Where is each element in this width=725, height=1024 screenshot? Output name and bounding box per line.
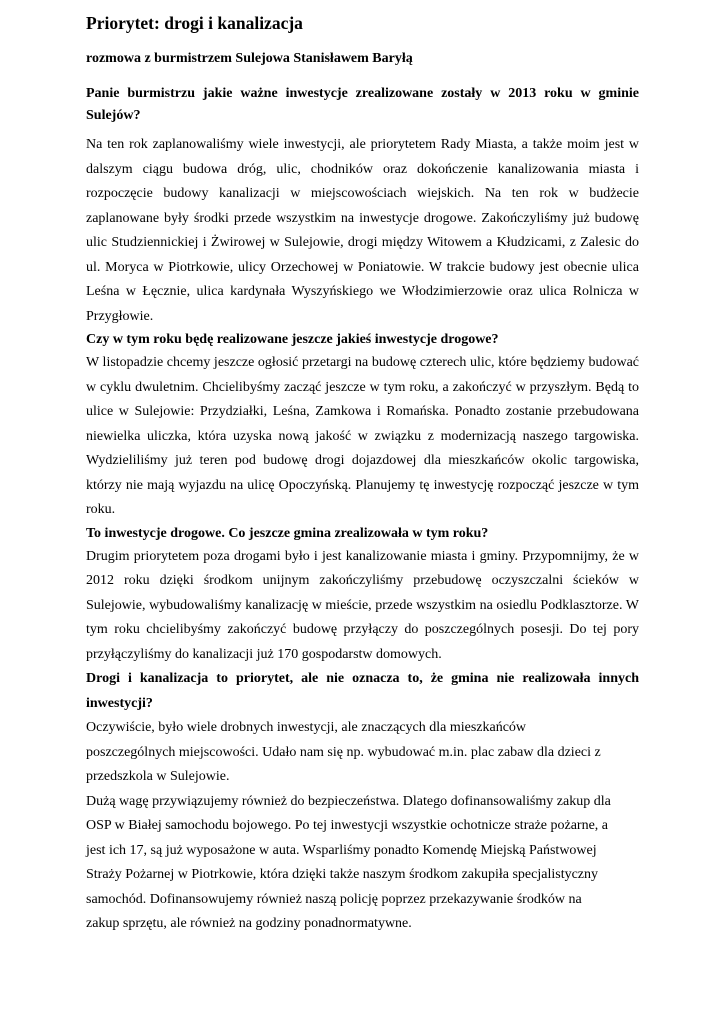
answer-5-line: Dużą wagę przywiązujemy również do bezpieczeństwa. Dlatego dofinansowaliśmy zakup dla — [86, 793, 611, 809]
answer-4-line: Oczywiście, było wiele drobnych inwestycji, ale znaczących dla mieszkańców — [86, 720, 527, 735]
answer-5 — [86, 790, 639, 937]
question-2: Czy w tym roku będę realizowane jeszcze jakieś inwestycje drogowe? — [86, 332, 499, 347]
answer-5-line: samochód. Dofinansowujemy również naszą policję poprzez przekazywanie środków na — [86, 891, 582, 907]
answer-2: W listopadzie chcemy jeszcze ogłosić przetargi na budowę czterech ulic, które będziemy budować w cyklu dwuletnim. Chcielibyśmy zacząć jeszcze w tym roku, a zakończyć w przyszłym. Będą to ulice w Sulejowie: Przydziałki, Leśna, Zamkowa i Romańska. Ponadto zostanie przebudowana niewielka uliczka, która uzyska nową jakość w związku z modernizacją naszego targowiska. Wydzieliliśmy już teren pod budowę drogi dojazdowej dla mieszkańców okolic targowiska, którzy nie mają wyjazdu na ulicę Opoczyńską. Planujemy tę inwestycję rozpocząć jeszcze w tym roku. — [86, 355, 639, 517]
question-3: To inwestycje drogowe. Co jeszcze gmina zrealizowała w tym roku? — [86, 525, 489, 541]
answer-5-line: jest ich 17, są już wyposażone w auta. Wsparliśmy ponadto Komendę Miejską Państwowej — [86, 842, 597, 858]
answer-4 — [86, 716, 639, 790]
answer-1: Na ten rok zaplanowaliśmy wiele inwestycji, ale priorytetem Rady Miasta, a także moim jest w dalszym ciągu budowa dróg, ulic, chodników oraz dokończenie kanalizowania miasta i rozpoczęcie budowy kanalizacji w miejscowościach wiejskich. Na ten rok w budżecie zaplanowane były środki przede wszystkim na inwestycje drogowe. Zakończyliśmy już budowę ulic Studziennickiej i Żwirowej w Sulejowie, drogi między Witowem a Kłudzicami, z Zalesic do ul. Moryca w Piotrkowie, ulicy Orzechowej w Poniatowie. W trakcie budowy jest obecnie ulica Leśna w Łęcznie, ulica kardynała Wyszyńskiego we Włodzimierzowie oraz ulica Rolnicza w Przygłowie. — [86, 137, 639, 324]
answer-4-line: przedszkola w Sulejowie. — [86, 769, 230, 784]
question-4: Drogi i kanalizacja to priorytet, ale nie oznacza to, że gmina nie realizowała innych inwestycji? — [86, 671, 639, 711]
page-subtitle: rozmowa z burmistrzem Sulejowa Stanisławem Baryłą — [86, 51, 413, 66]
answer-3: Drugim priorytetem poza drogami było i jest kanalizowanie miasta i gminy. Przypomnijmy, że w 2012 roku dzięki środkom unijnym zakończyliśmy przebudowę oczyszczalni ścieków w Sulejowie, wybudowaliśmy kanalizację w mieście, przede wszystkim na osiedlu Podklasztorze. W tym roku chcielibyśmy zakończyć budowę przyłączy do poszczególnych posesji. Do tej pory przyłączyliśmy do kanalizacji już 170 gospodarstw domowych. — [86, 548, 639, 662]
answer-5-line: zakup sprzętu, ale również na godziny ponadnormatywne. — [86, 916, 412, 931]
answer-4-line: poszczególnych miejscowości. Udało nam się np. wybudować m.in. plac zabaw dla dzieci z — [86, 744, 601, 760]
page-title: Priorytet: drogi i kanalizacja — [86, 13, 303, 33]
document-page — [86, 10, 639, 937]
question-1: Panie burmistrzu jakie ważne inwestycje zrealizowane zostały w 2013 roku w gminie Sulejów? — [86, 86, 639, 123]
answer-5-line: Straży Pożarnej w Piotrkowie, która dzięki także naszym środkom zakupiła specjalistyczny — [86, 867, 599, 882]
answer-5-line: OSP w Białej samochodu bojowego. Po tej inwestycji wszystkie ochotnicze straże pożarne, a — [86, 818, 609, 833]
